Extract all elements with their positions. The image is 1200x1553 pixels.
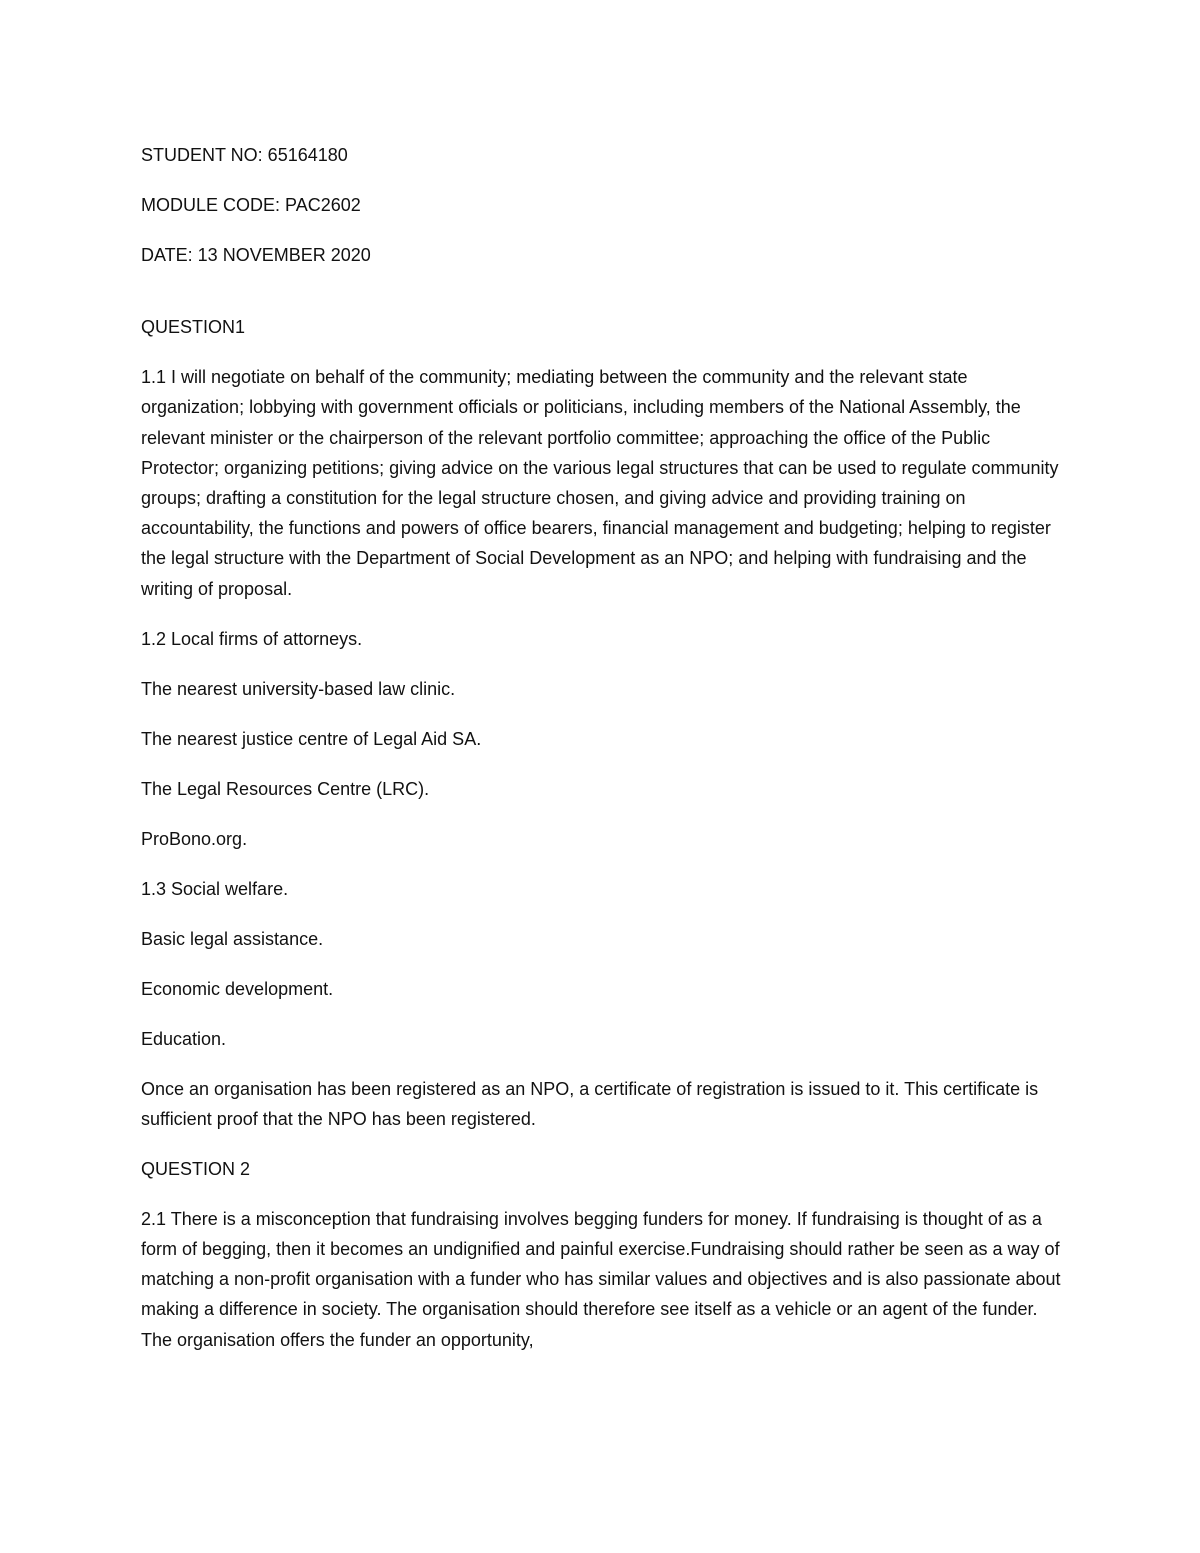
answer-2-1: 2.1 There is a misconception that fundraising involves begging funders for money. If fundraising is thought of as a form of begging, then it becomes an undignified and painful exercise.Fundraising should rather be seen as a way of matching a non-profit organisation with a funder who has similar values and objectives and is also passionate about making a difference in society. The organisation should therefore see itself as a vehicle or an agent of the funder. The organisation offers the funder an opportunity,	[141, 1208, 1061, 1350]
answer-1-3-item: 1.3 Social welfare.	[141, 878, 289, 899]
module-code: MODULE CODE: PAC2602	[141, 195, 361, 215]
answer-1-3-item: Basic legal assistance.	[141, 928, 324, 949]
answer-1-2-item: The Legal Resources Centre (LRC).	[141, 778, 430, 799]
registration-note: Once an organisation has been registered as an NPO, a certificate of registration is issued to it. This certificate is sufficient proof that the NPO has been registered.	[141, 1078, 1039, 1129]
answer-1-3-item: Economic development.	[141, 978, 334, 999]
answer-1-2-item: 1.2 Local firms of attorneys.	[141, 628, 363, 649]
student-number: STUDENT NO: 65164180	[141, 145, 348, 165]
document-body	[141, 140, 1066, 1375]
answer-1-3-item: Education.	[141, 1028, 227, 1049]
submission-date: DATE: 13 NOVEMBER 2020	[141, 245, 371, 265]
question1-heading: QUESTION1	[141, 317, 246, 338]
answer-1-2-item: The nearest university-based law clinic.	[141, 678, 456, 699]
answer-1-1: 1.1 I will negotiate on behalf of the community; mediating between the community and the relevant state organization; lobbying with government officials or politicians, including members of the National Assembly, the relevant minister or the chairperson of the relevant portfolio committee; approaching the office of the Public Protector; organizing petitions; giving advice on the various legal structures that can be used to regulate community groups; drafting a constitution for the legal structure chosen, and giving advice and providing training on accountability, the functions and powers of office bearers, financial management and budgeting; helping to register the legal structure with the Department of Social Development as an NPO; and helping with fundraising and the writing of proposal.	[141, 367, 1059, 599]
answer-1-2-item: The nearest justice centre of Legal Aid SA.	[141, 728, 482, 749]
answer-1-2-item: ProBono.org.	[141, 828, 248, 849]
question2-heading: QUESTION 2	[141, 1158, 251, 1179]
